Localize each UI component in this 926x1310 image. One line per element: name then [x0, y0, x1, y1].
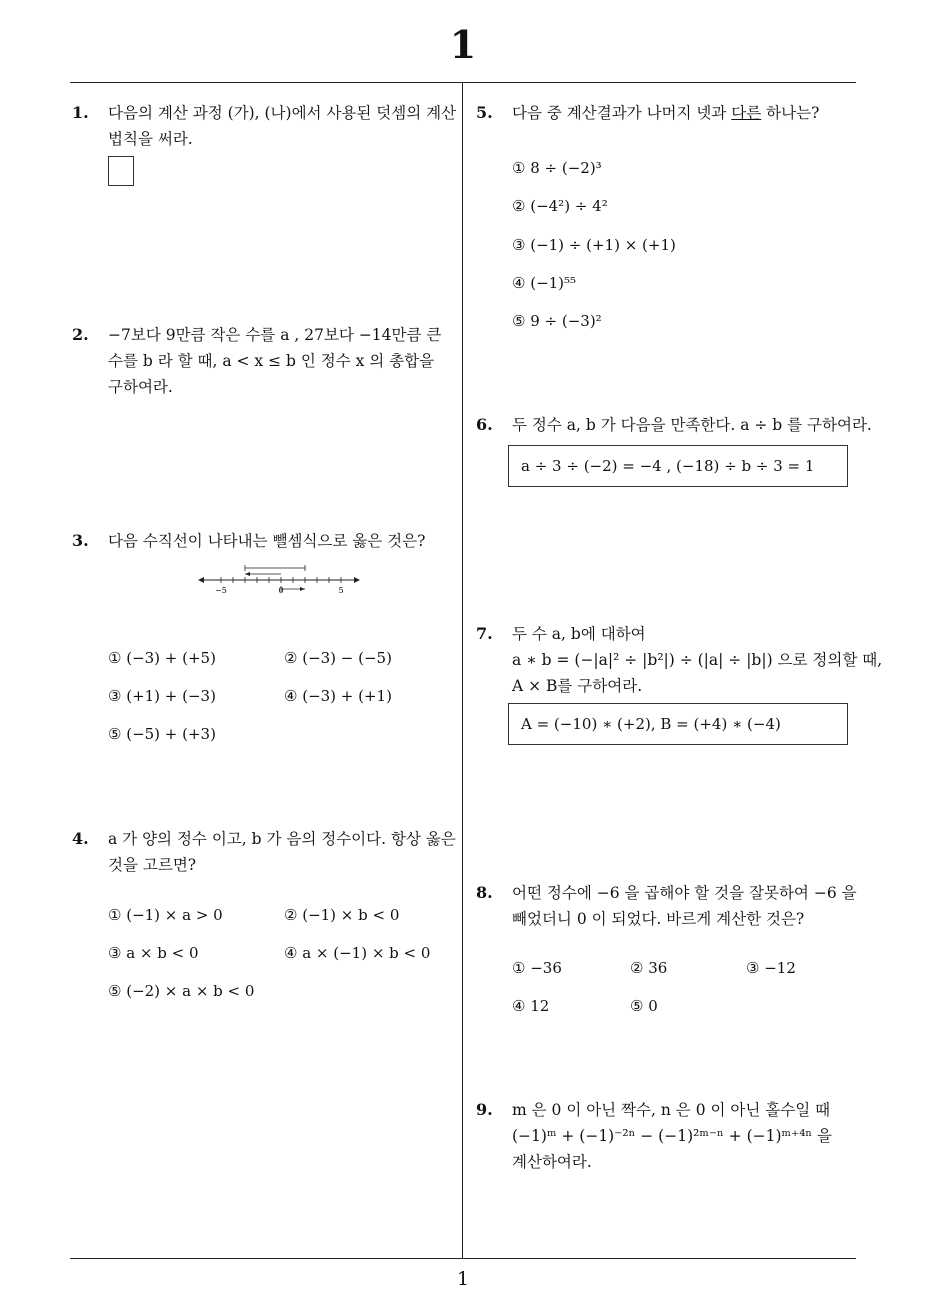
question-text: m 은 0 이 아닌 짝수, n 은 0 이 아닌 홀수일 때	[512, 1101, 831, 1119]
option-4[interactable]: ④ a × (−1) × b < 0	[284, 944, 431, 962]
page-number-footer: 1	[456, 1268, 470, 1290]
question-text: 다음 중 계산결과가 나머지 넷과 다른 하나는?	[512, 104, 820, 122]
footer-rule	[70, 1258, 856, 1259]
question-6	[476, 412, 872, 438]
question-4	[72, 826, 456, 878]
question-text: 어떤 정수에 −6 을 곱해야 할 것을 잘못하여 −6 을	[512, 884, 857, 902]
option-4[interactable]: ④ (−3) + (+1)	[284, 687, 392, 705]
question-text: a 가 양의 정수 이고, b 가 음의 정수이다. 항상 옳은	[108, 830, 456, 848]
question-text: 다음 수직선이 나타내는 뺄셈식으로 옳은 것은?	[108, 532, 426, 550]
question-number: 4.	[72, 829, 89, 848]
tick-label: 5	[338, 586, 344, 595]
header-rule	[70, 82, 856, 83]
option-3[interactable]: ③ −12	[746, 959, 796, 977]
option-5[interactable]: ⑤ 9 ÷ (−3)²	[512, 312, 602, 330]
question-3-options	[72, 645, 452, 755]
option-1[interactable]: ① −36	[512, 959, 562, 977]
tick-label: −5	[215, 586, 227, 595]
question-text: 수를 b 라 할 때, a < x ≤ b 인 정수 x 의 총합을	[108, 352, 435, 370]
question-text: A × B를 구하여라.	[512, 677, 643, 695]
question-text: 빼었더니 0 이 되었다. 바르게 계산한 것은?	[512, 910, 805, 928]
page-number-header: 1	[449, 22, 477, 67]
option-1[interactable]: ① 8 ÷ (−2)³	[512, 159, 602, 177]
question-text: 다음의 계산 과정 (가), (나)에서 사용된 덧셈의 계산	[108, 104, 457, 122]
question-text: 구하여라.	[108, 378, 173, 396]
option-4[interactable]: ④ 12	[512, 997, 550, 1015]
option-5[interactable]: ⑤ (−2) × a × b < 0	[108, 982, 255, 1000]
question-4-options	[72, 902, 452, 1012]
option-3[interactable]: ③ a × b < 0	[108, 944, 199, 962]
question-number: 3.	[72, 531, 89, 550]
question-text: 두 수 a, b에 대하여	[512, 625, 646, 643]
question-2	[72, 322, 441, 400]
underlined-word: 다른	[731, 104, 762, 122]
option-4[interactable]: ④ (−1)⁵⁵	[512, 274, 577, 292]
option-3[interactable]: ③ (−1) ÷ (+1) × (+1)	[512, 236, 676, 254]
question-text: 것을 고르면?	[108, 856, 197, 874]
option-2[interactable]: ② (−3) − (−5)	[284, 649, 392, 667]
question-number: 7.	[476, 624, 493, 643]
question-number: 8.	[476, 883, 493, 902]
option-2[interactable]: ② (−4²) ÷ 4²	[512, 197, 608, 215]
option-2[interactable]: ② 36	[630, 959, 668, 977]
option-2[interactable]: ② (−1) × b < 0	[284, 906, 400, 924]
question-8-options	[476, 955, 846, 1025]
question-number: 5.	[476, 103, 493, 122]
option-3[interactable]: ③ (+1) + (−3)	[108, 687, 216, 705]
question-text: (−1)ᵐ + (−1)⁻²ⁿ − (−1)²ᵐ⁻ⁿ + (−1)ᵐ⁺⁴ⁿ 을	[512, 1127, 833, 1145]
question-text: 계산하여라.	[512, 1153, 592, 1171]
option-1[interactable]: ① (−3) + (+5)	[108, 649, 216, 667]
option-5[interactable]: ⑤ (−5) + (+3)	[108, 725, 216, 743]
question-7	[476, 621, 882, 699]
tick-label: 0	[278, 586, 284, 595]
option-1[interactable]: ① (−1) × a > 0	[108, 906, 223, 924]
condition-box: A = (−10) ∗ (+2), B = (+4) ∗ (−4)	[508, 703, 848, 745]
question-text: a ∗ b = (−|a|² ÷ |b²|) ÷ (|a| ÷ |b|) 으로 정의할 때,	[512, 651, 883, 669]
condition-box: a ÷ 3 ÷ (−2) = −4 , (−18) ÷ b ÷ 3 = 1	[508, 445, 848, 487]
number-line-figure	[196, 562, 366, 604]
question-1	[72, 100, 456, 186]
question-text: 법칙을 써라.	[108, 130, 193, 148]
question-9	[476, 1097, 832, 1175]
question-number: 1.	[72, 103, 89, 122]
question-8	[476, 880, 857, 932]
question-number: 2.	[72, 325, 89, 344]
column-divider	[462, 83, 463, 1258]
question-number: 9.	[476, 1100, 493, 1119]
answer-box[interactable]	[108, 156, 134, 186]
question-number: 6.	[476, 415, 493, 434]
option-5[interactable]: ⑤ 0	[630, 997, 658, 1015]
question-text: −7보다 9만큼 작은 수를 a , 27보다 −14만큼 큰	[108, 326, 442, 344]
question-5-options	[476, 155, 846, 335]
question-text: 두 정수 a, b 가 다음을 만족한다. a ÷ b 를 구하여라.	[512, 416, 872, 434]
question-5	[476, 100, 819, 126]
question-3	[72, 528, 452, 554]
